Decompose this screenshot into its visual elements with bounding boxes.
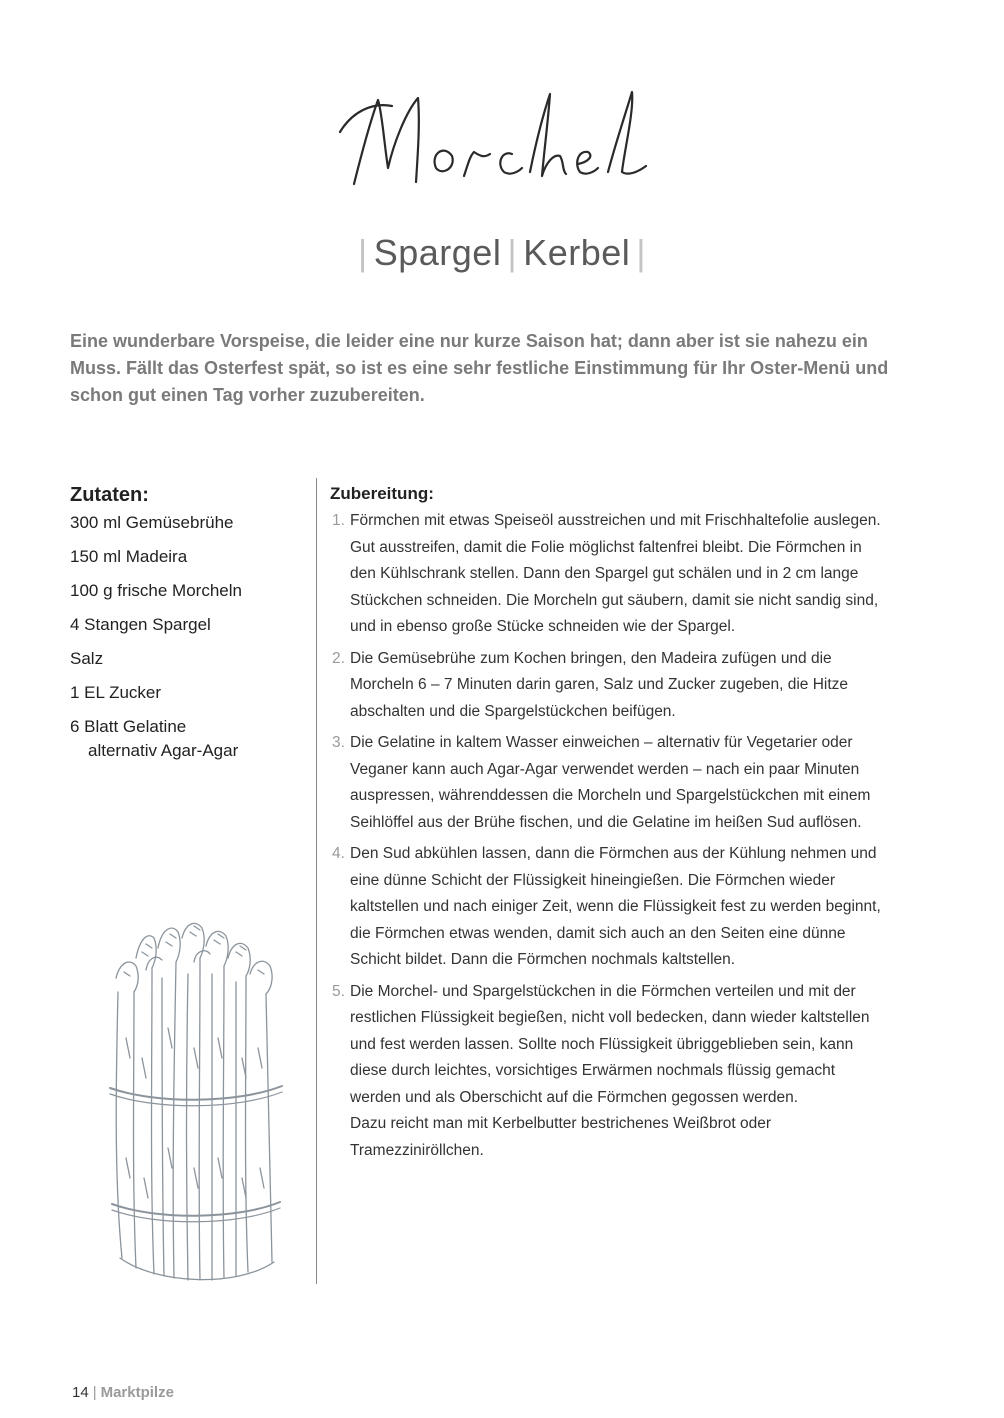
step-number: 2. — [332, 649, 345, 667]
ingredient-item: 1 EL Zucker — [70, 683, 162, 702]
preparation-step — [330, 979, 890, 1112]
preparation-step — [330, 646, 890, 726]
recipe-title — [0, 72, 1004, 202]
step-number: 5. — [332, 982, 345, 1000]
divider-bar: | — [636, 232, 647, 273]
ingredient-item: 150 ml Madeira — [70, 547, 188, 566]
ingredient-item: Salz — [70, 649, 104, 668]
ingredients-heading: Zutaten: — [70, 484, 149, 506]
step-number: 3. — [332, 734, 345, 751]
ingredients-list — [70, 511, 310, 763]
divider-bar: | — [507, 232, 518, 273]
column-divider — [316, 478, 317, 1284]
ingredient-item: 4 Stangen Spargel — [70, 615, 211, 634]
intro-paragraph: Eine wunderbare Vorspeise, die leider eine nur kurze Saison hat; dann aber ist sie nahezu ein Muss. Fällt das Osterfest spät, so ist es eine sehr festliche Einstimmung für Ihr Oster-Menü und schon gut einen Tag vorher zuzubereiten. — [70, 331, 889, 405]
serving-suggestion: Dazu reicht man mit Kerbelbutter bestrichenes Weißbrot oder Tramezziniröllchen. — [350, 1115, 771, 1159]
step-text: Die Gelatine in kaltem Wasser einweichen – alternativ für Vegetarier oder Veganer kann auch Agar-Agar verwendet werden – nach ein paar Minuten auspressen, währenddessen die Morcheln und Spargelstückchen mit einem Seihlöffel aus der Brühe fischen, und die Gelatine im heißen Sud auflösen. — [350, 734, 871, 831]
step-text: Den Sud abkühlen lassen, dann die Förmchen aus der Kühlung nehmen und eine dünne Schicht der Flüssigkeit hineingießen. Die Förmchen wieder kaltstellen und nach einiger Zeit, wenn die Flüssigkeit fest zu werden beginnt, die Förmchen etwas wenden, damit sich auch an den Seiten eine dünne Schicht bildet. Dann die Förmchen nochmals kaltstellen. — [350, 845, 881, 968]
ingredient-item: 300 ml Gemüsebrühe — [70, 513, 234, 532]
preparation-section — [330, 484, 890, 1164]
preparation-steps — [330, 508, 890, 1111]
asparagus-bundle-icon — [96, 918, 296, 1298]
footer-divider: | — [92, 1384, 97, 1401]
ingredients-section — [70, 484, 310, 773]
section-name: Marktpilze — [100, 1384, 174, 1401]
preparation-step — [330, 841, 890, 974]
preparation-step — [330, 730, 890, 836]
step-number: 1. — [332, 512, 345, 529]
ingredient-item — [70, 715, 310, 763]
page-number: 14 — [72, 1384, 89, 1401]
preparation-step — [330, 508, 890, 641]
ingredient-alternative: alternativ Agar-Agar — [88, 741, 239, 760]
step-number: 4. — [332, 845, 345, 862]
step-text: Die Morchel- und Spargelstückchen in die Förmchen verteilen und mit der restlichen Flüssigkeit begießen, nicht voll bedecken, dann wieder kaltstellen und fest werden lassen. Sollte noch Flüssigkeit übriggeblieben sein, kann diese durch leichtes, vorsichtiges Erwärmen nochmals flüssig gemacht werden und als Oberschicht auf die Förmchen gegossen werden. — [350, 982, 870, 1106]
asparagus-illustration — [96, 918, 296, 1303]
subtitle-item-kerbel: Kerbel — [523, 232, 631, 273]
divider-bar: | — [357, 232, 368, 273]
step-text: Förmchen mit etwas Speiseöl ausstreichen und mit Frischhaltefolie auslegen. Gut ausstreifen, damit die Folie möglichst faltenfrei bleibt. Die Förmchen in den Kühlschrank stellen. Dann den Spargel gut schälen und in 2 cm lange Stückchen schneiden. Die Morcheln gut säubern, damit sie nicht sandig sind, und in ebenso große Stücke schneiden wie der Spargel. — [350, 512, 881, 635]
subtitle-item-spargel: Spargel — [373, 232, 502, 273]
preparation-heading: Zubereitung: — [330, 484, 434, 503]
intro-text — [70, 328, 900, 409]
title-script-lettering — [332, 72, 672, 202]
ingredient-gelatine: 6 Blatt Gelatine — [70, 717, 187, 736]
step-text: Die Gemüsebrühe zum Kochen bringen, den Madeira zufügen und die Morcheln 6 – 7 Minuten darin garen, Salz und Zucker zugeben, die Hitze abschalten und die Spargelstückchen beifügen. — [350, 649, 849, 720]
page-footer — [72, 1384, 174, 1401]
recipe-subtitle — [0, 232, 1004, 274]
ingredient-item: 100 g frische Morcheln — [70, 581, 242, 600]
